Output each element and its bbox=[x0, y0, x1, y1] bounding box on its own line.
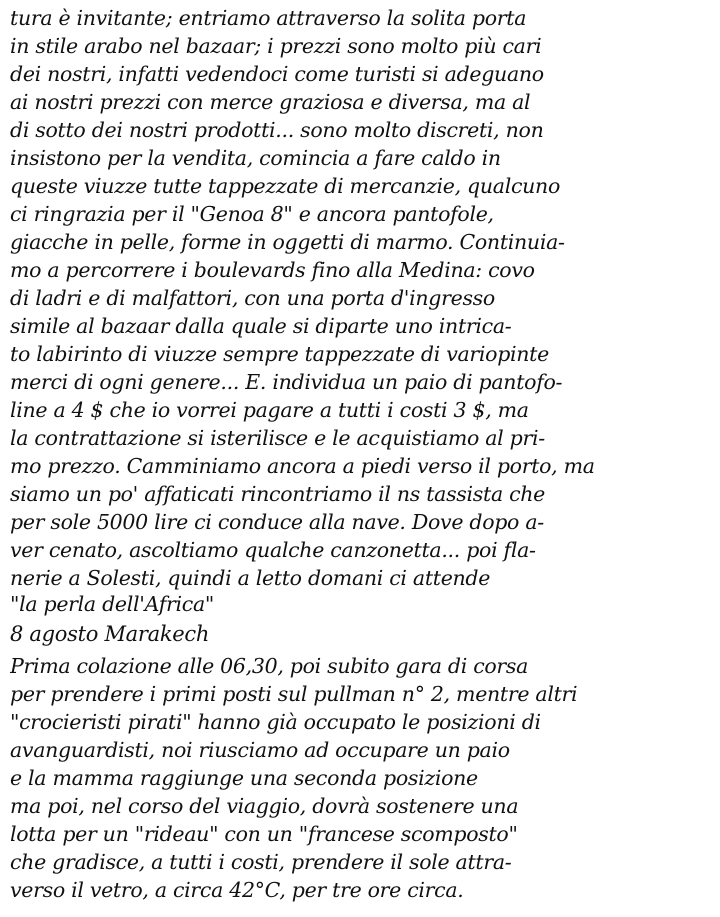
text-line: ci ringrazia per il "Genoa 8" e ancora pantofole, bbox=[10, 202, 494, 226]
text-line: tura è invitante; entriamo attraverso la solita porta bbox=[10, 6, 527, 30]
text-line: nerie a Solesti, quindi a letto domani ci attende bbox=[10, 566, 491, 590]
date-heading: 8 agosto Marakech bbox=[10, 622, 210, 646]
text-line: per prendere i primi posti sul pullman n° 2, mentre altri bbox=[10, 682, 578, 706]
text-line: di sotto dei nostri prodotti... sono molto discreti, non bbox=[10, 118, 544, 142]
text-line: mo prezzo. Camminiamo ancora a piedi verso il porto, ma bbox=[10, 454, 595, 478]
text-line: insistono per la vendita, comincia a fare caldo in bbox=[10, 146, 501, 170]
text-line: line a 4 $ che io vorrei pagare a tutti i costi 3 $, ma bbox=[10, 398, 529, 422]
text-line: mo a percorrere i boulevards fino alla Medina: covo bbox=[10, 258, 535, 282]
text-line: ma poi, nel corso del viaggio, dovrà sostenere una bbox=[10, 794, 519, 818]
text-line: siamo un po' affaticati rincontriamo il ns tassista che bbox=[10, 482, 545, 506]
text-line: in stile arabo nel bazaar; i prezzi sono molto più cari bbox=[10, 34, 542, 58]
text-line: "la perla dell'Africa" bbox=[10, 592, 214, 616]
text-line: giacche in pelle, forme in oggetti di marmo. Continuia- bbox=[10, 230, 565, 254]
text-line: Prima colazione alle 06,30, poi subito gara di corsa bbox=[10, 654, 529, 678]
text-line: e la mamma raggiunge una seconda posizione bbox=[10, 766, 478, 790]
text-line: to labirinto di viuzze sempre tappezzate di variopinte bbox=[10, 342, 549, 366]
text-line: la contrattazione si isterilisce e le acquistiamo al pri- bbox=[10, 426, 545, 450]
text-line: per sole 5000 lire ci conduce alla nave. Dove dopo a- bbox=[10, 510, 544, 534]
text-line: lotta per un "rideau" con un "francese scomposto" bbox=[10, 822, 518, 846]
text-line: ai nostri prezzi con merce graziosa e diversa, ma al bbox=[10, 90, 531, 114]
text-line: merci di ogni genere... E. individua un paio di pantofo- bbox=[10, 370, 563, 394]
text-line: che gradisce, a tutti i costi, prendere il sole attra- bbox=[10, 850, 512, 874]
text-line: queste viuzze tutte tappezzate di mercanzie, qualcuno bbox=[10, 174, 560, 198]
text-line: ver cenato, ascoltiamo qualche canzonetta... poi fla- bbox=[10, 538, 536, 562]
text-line: avanguardisti, noi riusciamo ad occupare un paio bbox=[10, 738, 510, 762]
text-line: dei nostri, infatti vedendoci come turisti si adeguano bbox=[10, 62, 544, 86]
text-line: verso il vetro, a circa 42°C, per tre ore circa. bbox=[10, 878, 464, 902]
text-line: simile al bazaar dalla quale si diparte uno intrica- bbox=[10, 314, 512, 338]
text-line: "crocieristi pirati" hanno già occupato le posizioni di bbox=[10, 710, 541, 734]
text-line: di ladri e di malfattori, con una porta d'ingresso bbox=[10, 286, 495, 310]
